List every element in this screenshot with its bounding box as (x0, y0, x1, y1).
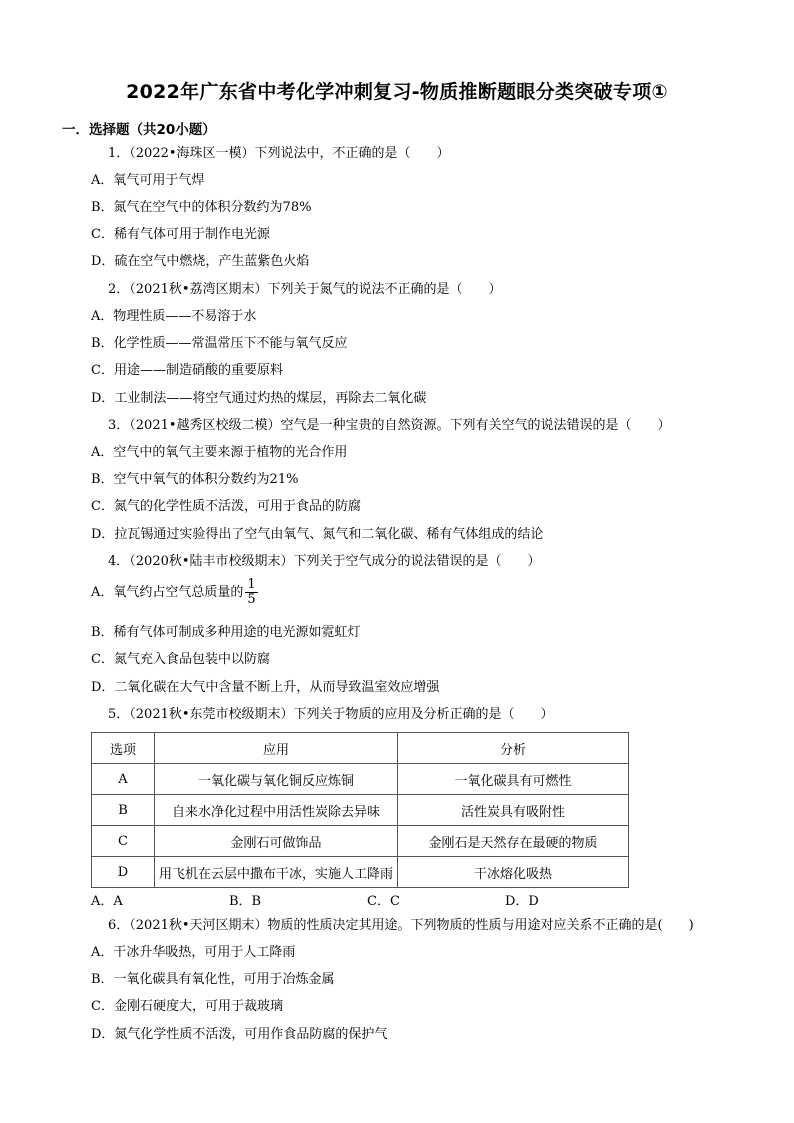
question-6-stem: 6．（2021秋•天河区期末）物质的性质决定其用途。下列物质的性质与用途对应关系不正确的是( ) (108, 918, 694, 933)
question-1-stem: 1．（2022•海珠区一模）下列说法中，不正确的是（ ） (108, 146, 450, 161)
table-cell: 一氧化碳具有可燃性 (398, 764, 629, 795)
table-row (92, 764, 629, 795)
question-3-option-a: A．空气中的氧气主要来源于植物的光合作用 (91, 445, 348, 460)
question-3-option-c: C．氮气的化学性质不活泼，可用于食品的防腐 (91, 499, 361, 514)
table-header-row (92, 733, 629, 764)
question-4-option-b: B．稀有气体可制成多种用途的电光源如霓虹灯 (91, 625, 361, 640)
table-cell: 一氧化碳与氧化铜反应炼铜 (155, 764, 398, 795)
question-2-option-b: B．化学性质——常温常压下不能与氧气反应 (91, 336, 348, 351)
question-4-option-a-text: A．氧气约占空气总质量的 (91, 585, 244, 600)
table-cell: B (92, 795, 155, 826)
question-1-option-b: B．氮气在空气中的体积分数约为78% (91, 200, 312, 215)
question-2-option-a: A．物理性质——不易溶于水 (91, 309, 257, 324)
question-6-option-c: C．金刚石硬度大，可用于裁玻璃 (91, 999, 283, 1014)
table-row (92, 826, 629, 857)
table-header-cell: 选项 (92, 733, 155, 764)
section-heading: 一．选择题（共20小题） (62, 122, 216, 138)
fraction (245, 578, 257, 607)
options-table (91, 732, 629, 888)
question-5-answer-c: C．C (367, 894, 400, 909)
question-5-answer-d: D．D (505, 894, 539, 909)
table-cell: 干冰熔化吸热 (398, 857, 629, 888)
question-2-option-d: D．工业制法——将空气通过灼热的煤层，再除去二氧化碳 (91, 391, 427, 406)
question-1-option-c: C．稀有气体可用于制作电光源 (91, 227, 270, 242)
table-row (92, 857, 629, 888)
table-row (92, 795, 629, 826)
table-header-cell: 应用 (155, 733, 398, 764)
question-6-option-a: A．干冰升华吸热，可用于人工降雨 (91, 945, 296, 960)
table-cell: 金刚石是天然存在最硬的物质 (398, 826, 629, 857)
question-4-stem: 4．（2020秋•陆丰市校级期末）下列关于空气成分的说法错误的是（ ） (108, 554, 541, 569)
question-4-option-d: D．二氧化碳在大气中含量不断上升，从而导致温室效应增强 (91, 680, 440, 695)
question-1-option-a: A．氧气可用于气焊 (91, 173, 205, 188)
question-1-option-d: D．硫在空气中燃烧，产生蓝紫色火焰 (91, 254, 310, 269)
question-5-answer-b: B．B (229, 894, 262, 909)
table-cell: C (92, 826, 155, 857)
question-5-stem: 5．（2021秋•东莞市校级期末）下列关于物质的应用及分析正确的是（ ） (108, 707, 554, 722)
question-4-option-a (91, 578, 258, 607)
page-title: 2022年广东省中考化学冲刺复习-物质推断题眼分类突破专项① (126, 81, 668, 103)
question-2-stem: 2．（2021秋•荔湾区期末）下列关于氮气的说法不正确的是（ ） (108, 282, 502, 297)
table-cell: D (92, 857, 155, 888)
table-cell: 金刚石可做饰品 (155, 826, 398, 857)
table-header-cell: 分析 (398, 733, 629, 764)
fraction-numerator: 1 (247, 577, 256, 592)
question-3-stem: 3．（2021•越秀区校级二模）空气是一种宝贵的自然资源。下列有关空气的说法错误的是（ ） (108, 418, 671, 433)
question-5-answer-a: A．A (91, 894, 123, 909)
question-3-option-d: D．拉瓦锡通过实验得出了空气由氧气、氮气和二氧化碳、稀有气体组成的结论 (91, 527, 544, 542)
question-4-option-c: C．氮气充入食品包装中以防腐 (91, 652, 270, 667)
question-2-option-c: C．用途——制造硝酸的重要原料 (91, 363, 283, 378)
table-cell: 活性炭具有吸附性 (398, 795, 629, 826)
question-6-option-b: B．一氧化碳具有氧化性，可用于冶炼金属 (91, 972, 335, 987)
fraction-denominator: 5 (247, 592, 256, 607)
table-cell: 自来水净化过程中用活性炭除去异味 (155, 795, 398, 826)
table-cell: A (92, 764, 155, 795)
table-cell: 用飞机在云层中撒布干冰，实施人工降雨 (155, 857, 398, 888)
question-6-option-d: D．氮气化学性质不活泼，可用作食品防腐的保护气 (91, 1027, 388, 1042)
question-3-option-b: B．空气中氧气的体积分数约为21% (91, 472, 299, 487)
